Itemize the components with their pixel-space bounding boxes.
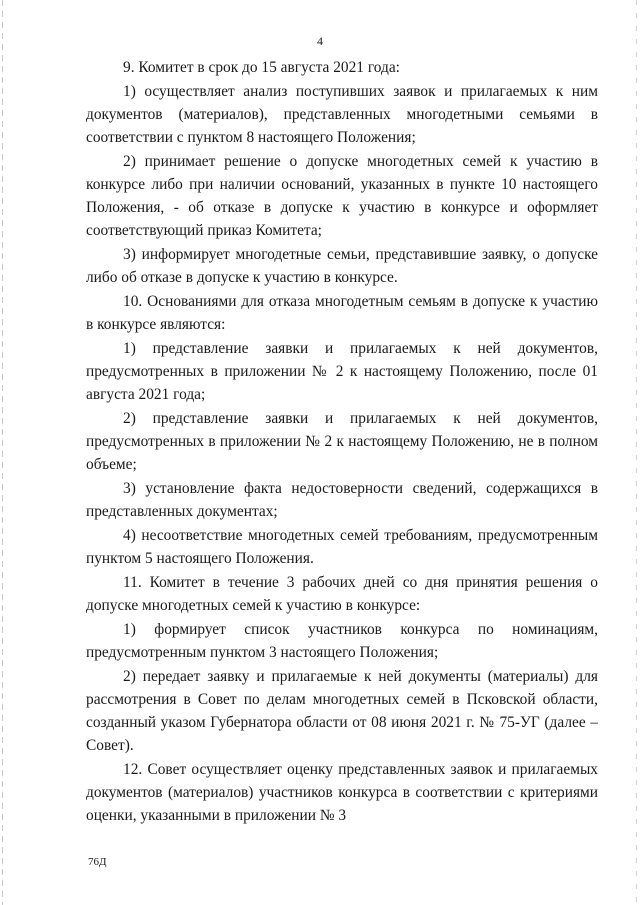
paragraph-9-3: 3) информирует многодетные семьи, представившие заявку, о допуске либо об отказе в допуске к участию в конкурсе. (86, 246, 598, 286)
paragraph-10-4: 4) несоответствие многодетных семей требованиям, предусмотренным пунктом 5 настоящего Положения. (86, 527, 598, 567)
paragraph-item-9: 9. Комитет в срок до 15 августа 2021 года: (123, 59, 400, 76)
paragraph-9-1: 1) осуществляет анализ поступивших заявок и прилагаемых к ним документов (материалов), представленных многодетными семьями в соответствии с пунктом 8 настоящего Положения; (86, 83, 598, 146)
paragraph-item-10: 10. Основаниями для отказа многодетным семьям в допуске к участию в конкурсе являются: (86, 293, 598, 333)
paragraph-11-2: 2) передает заявку и прилагаемые к ней документы (материалы) для рассмотрения в Совет по делам многодетных семей в Псковской области, созданный указом Губернатора области от 08 июня 2021 г. № 75-УГ (далее – Совет). (86, 668, 598, 754)
scan-edge-left (2, 0, 3, 905)
paragraph-11-1: 1) формирует список участников конкурса по номинациям, предусмотренным пунктом 3 настоящего Положения; (86, 621, 598, 661)
paragraph-10-3: 3) установление факта недостоверности сведений, содержащихся в представленных документах; (86, 480, 598, 520)
paragraph-item-12: 12. Совет осуществляет оценку представленных заявок и прилагаемых документов (материалов) участников конкурса в соответствии с критериями оценки, указанными в приложении № 3 (86, 761, 598, 824)
paragraph-9-2: 2) принимает решение о допуске многодетных семей к участию в конкурсе либо при наличии оснований, указанных в пункте 10 настоящего Положения, - об отказе в допуске к участию в конкурсе и оформляет соответствующий приказ Комитета; (86, 153, 598, 239)
paragraph-10-2: 2) представление заявки и прилагаемых к ней документов, предусмотренных в приложении № 2 к настоящему Положению, не в полном объеме; (86, 410, 598, 473)
paragraph-10-1: 1) представление заявки и прилагаемых к ней документов, предусмотренных в приложении № 2 к настоящему Положению, после 01 августа 2021 года; (86, 340, 598, 403)
paragraph-item-11: 11. Комитет в течение 3 рабочих дней со дня принятия решения о допуске многодетных семей к участию в конкурсе: (86, 574, 598, 614)
footer-document-code: 76Д (88, 856, 107, 868)
document-body (86, 56, 598, 828)
scan-edge-right (636, 0, 637, 905)
page-number: 4 (317, 34, 323, 48)
